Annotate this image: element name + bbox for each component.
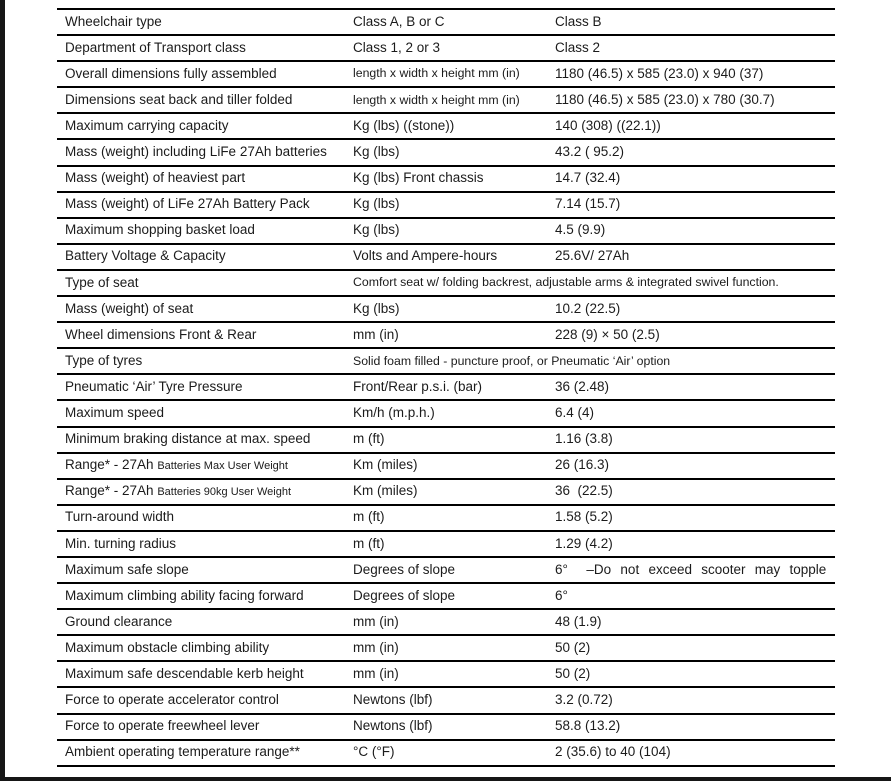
spec-unit: Kg (lbs) Front chassis xyxy=(353,170,484,186)
spec-unit: Newtons (lbf) xyxy=(353,718,433,734)
spec-label-text: Battery Voltage & Capacity xyxy=(65,248,226,264)
spec-row xyxy=(57,530,835,556)
spec-label xyxy=(57,745,353,760)
spec-value: 1.29 (4.2) xyxy=(555,535,613,551)
spec-label-text: Dimensions seat back and tiller folded xyxy=(65,91,293,107)
spec-row xyxy=(57,243,835,269)
spec-label xyxy=(57,302,353,317)
spec-label xyxy=(57,615,353,630)
spec-label xyxy=(57,223,353,238)
spec-row xyxy=(57,86,835,112)
spec-row xyxy=(57,739,835,765)
spec-label-text: Mass (weight) of heaviest part xyxy=(65,170,246,186)
spec-label xyxy=(57,41,353,56)
spec-label-text: Type of tyres xyxy=(65,352,143,368)
spec-label-text: Min. turning radius xyxy=(65,535,177,551)
spec-label-text: Maximum safe slope xyxy=(65,561,189,577)
spec-unit: Kg (lbs) xyxy=(353,144,400,160)
spec-label xyxy=(57,667,353,682)
spec-value: 140 (308) ((22.1)) xyxy=(555,118,661,133)
spec-label xyxy=(57,589,353,604)
spec-label-text: Pneumatic ‘Air’ Tyre Pressure xyxy=(65,378,243,394)
spec-label-text: Maximum climbing ability facing forward xyxy=(65,587,304,603)
spec-row xyxy=(57,504,835,530)
spec-value: 48 (1.9) xyxy=(555,613,602,629)
spec-unit: Kg (lbs) xyxy=(353,300,400,316)
spec-unit: m (ft) xyxy=(353,535,385,551)
spec-unit: Front/Rear p.s.i. (bar) xyxy=(353,378,483,394)
spec-label-text: Force to operate freewheel lever xyxy=(65,718,260,734)
spec-row xyxy=(57,634,835,660)
spec-unit: Km (miles) xyxy=(353,483,418,499)
spec-row xyxy=(57,452,835,478)
spec-label-text: Mass (weight) of seat xyxy=(65,300,194,316)
spec-row xyxy=(57,582,835,608)
spec-label-text: Wheelchair type xyxy=(65,13,162,29)
spec-label-text: Maximum speed xyxy=(65,405,165,421)
spec-label-text: Force to operate accelerator control xyxy=(65,692,279,708)
spec-label xyxy=(57,458,353,473)
spec-label xyxy=(57,484,353,499)
spec-merged-value: Solid foam filled - puncture proof, or Pneumatic ‘Air’ option xyxy=(353,353,671,368)
spec-label xyxy=(57,432,353,447)
page-edge-bar-left xyxy=(0,0,5,781)
spec-label-text: Wheel dimensions Front & Rear xyxy=(65,326,257,342)
spec-label xyxy=(57,171,353,186)
spec-label-text: Ground clearance xyxy=(65,613,173,629)
spec-row xyxy=(57,556,835,582)
spec-unit: mm (in) xyxy=(353,639,399,655)
spec-row xyxy=(57,347,835,373)
spec-row xyxy=(57,269,835,295)
spec-value: 6.4 (4) xyxy=(555,405,595,421)
spec-unit: Degrees of slope xyxy=(353,561,456,577)
spec-value: 36 (22.5) xyxy=(555,483,613,499)
spec-label-text: Mass (weight) of LiFe 27Ah Battery Pack xyxy=(65,196,310,212)
spec-label xyxy=(57,276,353,291)
spec-label-text: Overall dimensions fully assembled xyxy=(65,65,277,81)
spec-label-text: Minimum braking distance at max. speed xyxy=(65,431,311,447)
spec-row xyxy=(57,138,835,164)
spec-label xyxy=(57,93,353,108)
spec-label xyxy=(57,145,353,160)
spec-label-text: Range* - 27Ah xyxy=(65,483,154,499)
spec-unit: Degrees of slope xyxy=(353,587,456,603)
spec-row xyxy=(57,608,835,634)
spec-label-text: Type of seat xyxy=(65,274,139,290)
spec-label-small-text: Batteries 90kg User Weight xyxy=(157,486,292,499)
spec-unit: length x width x height mm (in) xyxy=(353,92,520,107)
spec-label-text: Department of Transport class xyxy=(65,39,246,55)
spec-label-text: Range* - 27Ah xyxy=(65,457,154,473)
spec-label xyxy=(57,406,353,421)
spec-value: 58.8 (13.2) xyxy=(555,718,621,734)
spec-unit: mm (in) xyxy=(353,326,399,342)
spec-label xyxy=(57,354,353,369)
page-edge-bar-bottom xyxy=(0,777,891,781)
spec-label-small-text: Batteries Max User Weight xyxy=(157,460,288,473)
spec-merged-value: Comfort seat w/ folding backrest, adjustable arms & integrated swivel function. xyxy=(353,275,779,290)
spec-value: 43.2 ( 95.2) xyxy=(555,144,625,160)
spec-value: 25.6V/ 27Ah xyxy=(555,248,630,264)
spec-label xyxy=(57,249,353,264)
spec-row xyxy=(57,191,835,217)
spec-unit: mm (in) xyxy=(353,665,399,681)
spec-value: 1.16 (3.8) xyxy=(555,431,613,447)
spec-unit: m (ft) xyxy=(353,509,385,525)
spec-label xyxy=(57,641,353,656)
spec-label xyxy=(57,693,353,708)
specifications-table xyxy=(57,8,835,767)
spec-unit: Volts and Ampere-hours xyxy=(353,248,498,264)
spec-row xyxy=(57,373,835,399)
spec-value: 10.2 (22.5) xyxy=(555,300,621,316)
spec-label-text: Mass (weight) including LiFe 27Ah batteries xyxy=(65,144,327,160)
spec-label xyxy=(57,197,353,212)
spec-row xyxy=(57,660,835,686)
spec-label xyxy=(57,328,353,343)
spec-value: 7.14 (15.7) xyxy=(555,196,621,212)
spec-unit: Newtons (lbf) xyxy=(353,692,433,708)
spec-label-text: Maximum obstacle climbing ability xyxy=(65,639,270,655)
spec-unit: mm (in) xyxy=(353,613,399,629)
spec-value: Class 2 xyxy=(555,39,601,55)
spec-value: 228 (9) × 50 (2.5) xyxy=(555,326,660,342)
spec-label xyxy=(57,510,353,525)
spec-row xyxy=(57,321,835,347)
spec-row xyxy=(57,112,835,138)
spec-unit: °C (°F) xyxy=(353,744,395,760)
spec-label-text: Maximum safe descendable kerb height xyxy=(65,665,304,681)
spec-unit: length x width x height mm (in) xyxy=(353,66,520,81)
spec-label-text: Ambient operating temperature range** xyxy=(65,744,300,760)
spec-value: 36 (2.48) xyxy=(555,378,610,394)
spec-value: 2 (35.6) to 40 (104) xyxy=(555,744,671,760)
spec-row xyxy=(57,165,835,191)
spec-value: 1.58 (5.2) xyxy=(555,509,613,525)
spec-unit: Kg (lbs) ((stone)) xyxy=(353,118,455,133)
spec-label-text: Maximum carrying capacity xyxy=(65,118,229,133)
spec-unit: Kg (lbs) xyxy=(353,222,400,238)
spec-label-text: Turn-around width xyxy=(65,509,175,525)
spec-row xyxy=(57,60,835,86)
spec-label xyxy=(57,15,353,30)
spec-label xyxy=(57,563,353,578)
spec-row xyxy=(57,34,835,60)
spec-row xyxy=(57,426,835,452)
spec-row xyxy=(57,295,835,321)
spec-value: 1180 (46.5) x 585 (23.0) x 780 (30.7) xyxy=(555,91,775,107)
spec-value: 3.2 (0.72) xyxy=(555,692,613,708)
spec-unit: m (ft) xyxy=(353,431,385,447)
spec-row xyxy=(57,399,835,425)
spec-row xyxy=(57,8,835,34)
spec-value: 1180 (46.5) x 585 (23.0) x 940 (37) xyxy=(555,65,764,81)
spec-row xyxy=(57,217,835,243)
spec-row xyxy=(57,478,835,504)
spec-label xyxy=(57,719,353,734)
spec-unit: Kg (lbs) xyxy=(353,196,400,212)
spec-value: 50 (2) xyxy=(555,665,591,681)
spec-label-text: Maximum shopping basket load xyxy=(65,222,255,238)
spec-label xyxy=(57,67,353,82)
spec-label xyxy=(57,380,353,395)
spec-unit: Km (miles) xyxy=(353,457,418,473)
spec-value: Class B xyxy=(555,13,602,29)
spec-unit: Km/h (m.p.h.) xyxy=(353,405,435,421)
spec-unit: Class 1, 2 or 3 xyxy=(353,39,441,55)
spec-value: 50 (2) xyxy=(555,639,591,655)
spec-value: 26 (16.3) xyxy=(555,457,610,473)
spec-label xyxy=(57,119,353,134)
spec-label xyxy=(57,537,353,552)
spec-value: 6° –Do not exceed scooter may topple xyxy=(555,561,827,577)
spec-value: 14.7 (32.4) xyxy=(555,170,621,186)
spec-value: 6° xyxy=(555,587,568,603)
spec-row xyxy=(57,713,835,739)
spec-unit: Class A, B or C xyxy=(353,13,445,29)
spec-value: 4.5 (9.9) xyxy=(555,222,606,238)
spec-row xyxy=(57,686,835,712)
